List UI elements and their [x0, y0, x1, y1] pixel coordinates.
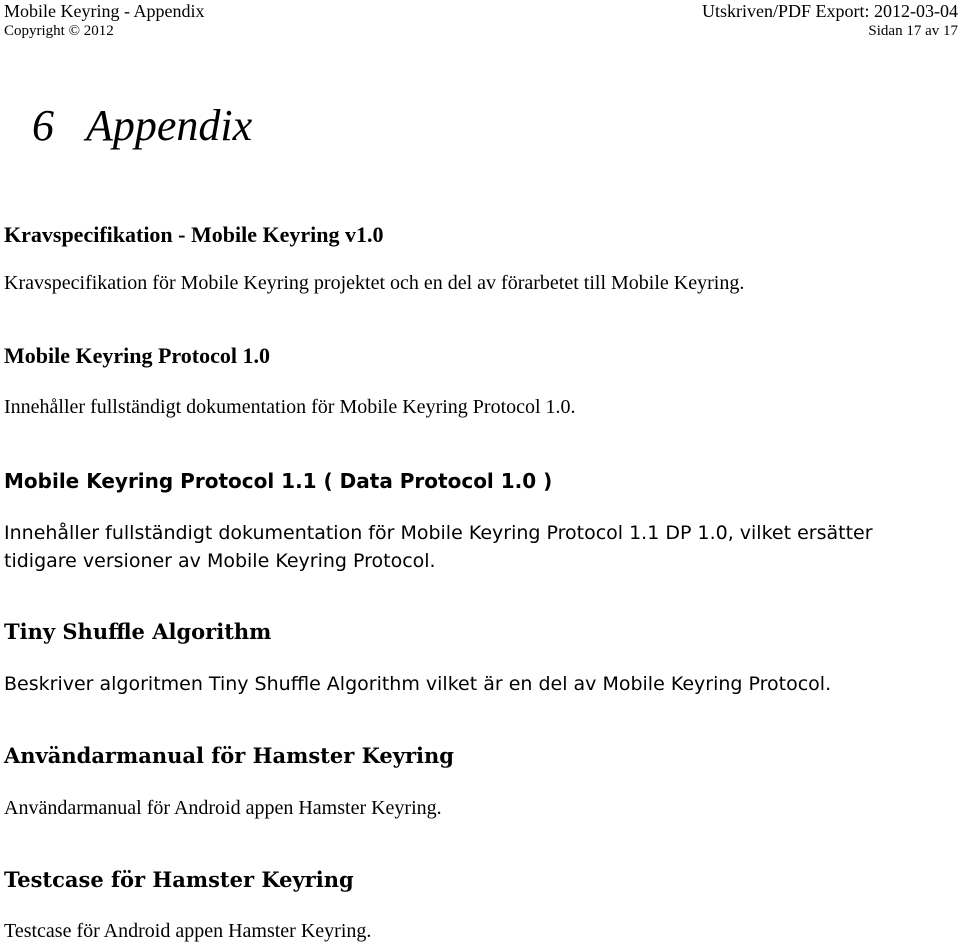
document-title: Mobile Keyring - Appendix [4, 1, 205, 21]
copyright-notice: Copyright © 2012 [4, 23, 114, 39]
section-heading-anvandarmanual: Användarmanual för Hamster Keyring [4, 743, 454, 768]
chapter-title: Appendix [86, 101, 253, 150]
section-heading-testcase: Testcase för Hamster Keyring [4, 867, 354, 892]
section-text-protocol-1-0: Innehåller fullständigt dokumentation för Mobile Keyring Protocol 1.0. [4, 396, 576, 418]
chapter-number: 6 [32, 101, 54, 150]
section-text-anvandarmanual: Användarmanual för Android appen Hamster Keyring. [4, 797, 442, 819]
section-text-kravspecifikation: Kravspecifikation för Mobile Keyring projektet och en del av förarbetet till Mobile Keyring. [4, 272, 745, 294]
page-number: Sidan 17 av 17 [868, 23, 958, 39]
section-text-protocol-1-1-line2: tidigare versioner av Mobile Keyring Protocol. [4, 550, 436, 572]
page-header [0, 0, 960, 44]
section-heading-tiny-shuffle: Tiny Shuffle Algorithm [4, 619, 272, 644]
chapter-heading [32, 98, 252, 154]
section-text-testcase: Testcase för Android appen Hamster Keyring. [4, 920, 372, 942]
section-text-protocol-1-1-line1: Innehåller fullständigt dokumentation för Mobile Keyring Protocol 1.1 DP 1.0, vilket ersätter [4, 522, 873, 544]
section-text-tiny-shuffle: Beskriver algoritmen Tiny Shuffle Algorithm vilket är en del av Mobile Keyring Protocol. [4, 673, 832, 695]
export-date: Utskriven/PDF Export: 2012-03-04 [702, 1, 958, 21]
section-heading-protocol-1-0: Mobile Keyring Protocol 1.0 [4, 343, 270, 368]
section-heading-kravspecifikation: Kravspecifikation - Mobile Keyring v1.0 [4, 222, 384, 247]
section-heading-protocol-1-1: Mobile Keyring Protocol 1.1 ( Data Protocol 1.0 ) [4, 469, 553, 493]
